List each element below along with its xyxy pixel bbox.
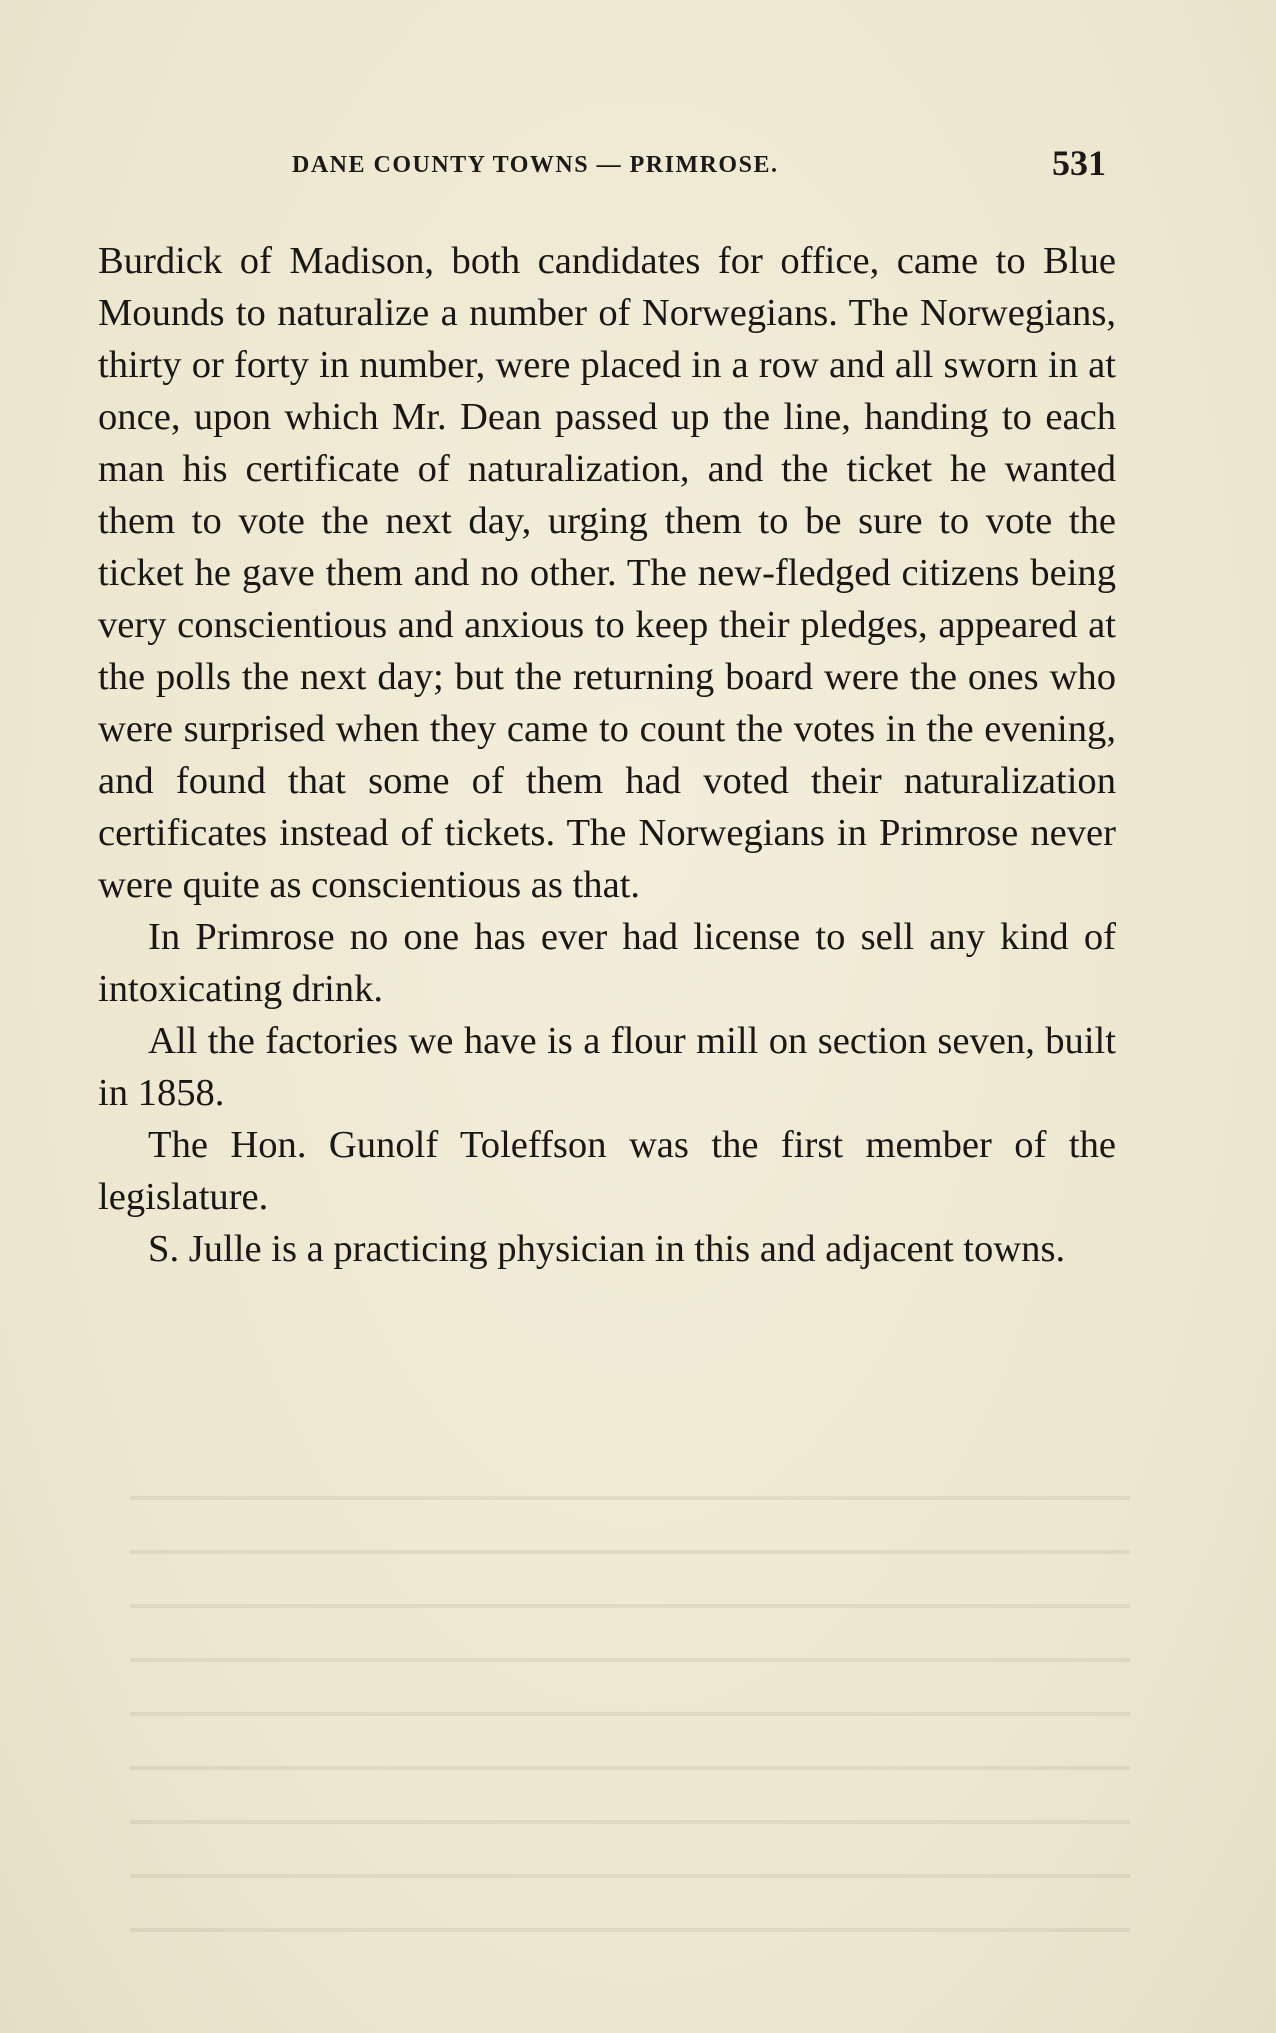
page-header [96,143,1116,186]
paragraph-legislature: The Hon. Gunolf Toleffson was the first member of the legislature. [98,1124,1116,1218]
show-through-bleed [130,1460,1130,1940]
running-head: DANE COUNTY TOWNS — PRIMROSE. [292,152,779,178]
paragraph-license: In Primrose no one has ever had license to sell any kind of intoxicating drink. [98,916,1116,1010]
body-text [98,235,1116,1275]
page-number: 531 [1052,143,1106,183]
paragraph-physician: S. Julle is a practicing physician in this and adjacent towns. [148,1228,1066,1270]
paragraph-naturalization: Burdick of Madison, both candidates for office, came to Blue Mounds to naturalize a number of Norwegians. The Norwegians, thirty or forty in number, were placed in a row and all sworn in at once, upon which Mr. Dean passed up the line, handing to each man his certificate of naturalization, and the ticket he wanted them to vote the next day, urging them to be sure to vote the ticket he gave them and no other. The new-fledged citizens being very conscientious and anxious to keep their pledges, appeared at the polls the next day; but the returning board were the ones who were surprised when they came to count the votes in the evening, and found that some of them had voted their naturalization certificates instead of tickets. The Norwegians in Primrose never were quite as conscientious as that. [98,240,1116,906]
paragraph-factories: All the factories we have is a flour mill on section seven, built in 1858. [98,1020,1116,1114]
